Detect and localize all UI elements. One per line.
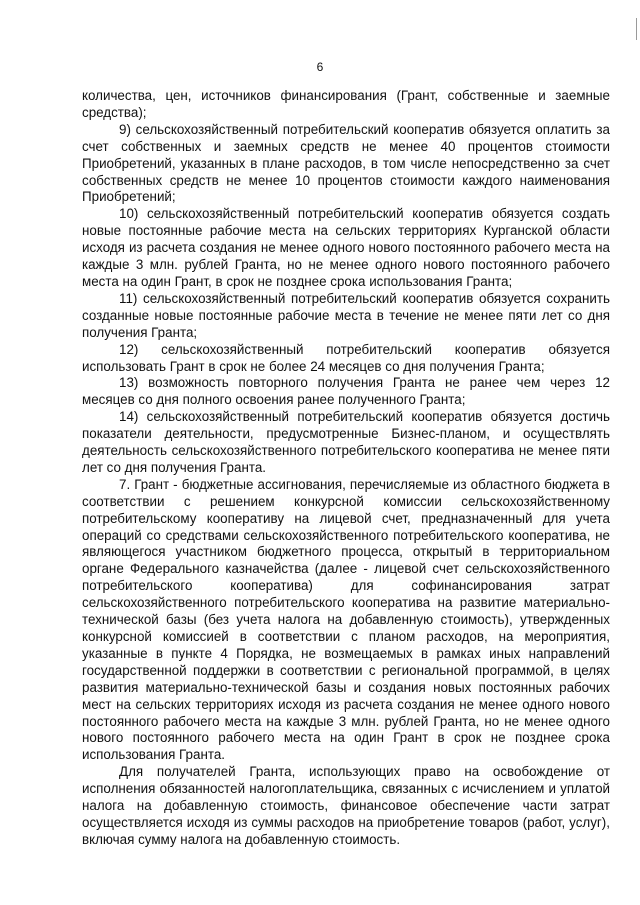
paragraph-item-9: 9) сельскохозяйственный потребительский кооператив обязуется оплатить за счет собственных и заемных средств не менее 40 процентов стоимости Приобретений, указанных в плане расходов, в том числе непосредственно за счет собственных средств не менее 10 процентов стоимости каждого наименования Приобретений; xyxy=(82,121,610,205)
paragraph-item-10: 10) сельскохозяйственный потребительский кооператив обязуется создать новые постоянные рабочие места на сельских территориях Курганской области исходя из расчета создания не менее одного нового постоянного рабочего места на каждые 3 млн. рублей Гранта, но не менее одного нового постоянного рабочего места на один Грант, в срок не позднее срока использования Гранта; xyxy=(82,206,610,289)
paragraph-item-11: 11) сельскохозяйственный потребительский кооператив обязуется сохранить созданные новые постоянные рабочие места в течение не менее пяти лет со дня получения Гранта; xyxy=(82,290,610,340)
document-body xyxy=(82,88,610,849)
paragraph-item-13: 13) возможность повторного получения Гранта не ранее чем через 12 месяцев со дня полного освоения ранее полученного Гранта; xyxy=(82,375,610,408)
paragraph-item-14: 14) сельскохозяйственный потребительский кооператив обязуется достичь показатели деятельности, предусмотренные Бизнес-планом, и осуществлять деятельность сельскохозяйственного потребительского кооператива не менее пяти лет со дня получения Гранта. xyxy=(82,409,610,475)
page-number: 6 xyxy=(316,60,324,74)
paragraph-vat-exemption: Для получателей Гранта, использующих право на освобождение от исполнения обязанностей налогоплательщика, связанных с исчислением и уплатой налога на добавленную стоимость, финансовое обеспечение части затрат осуществляется исходя из суммы расходов на приобретение товаров (работ, услуг), включая сумму налога на добавленную стоимость. xyxy=(82,764,610,847)
paragraph-section-7: 7. Грант - бюджетные ассигнования, перечисляемые из областного бюджета в соответствии с решением конкурсной комиссии сельскохозяйственному потребительскому кооперативу на лицевой счет, предназначенный для учета операций со средствами сельскохозяйственного потребительского кооператива, не являющегося участником бюджетного процесса, открытый в территориальном органе Федерального казначейства (далее - лицевой счет сельскохозяйственного потребительского кооператива) для софинансирования затрат сельскохозяйственного потребительского кооператива на развитие материально-технической базы (без учета налога на добавленную стоимость), утвержденных конкурсной комиссией в соответствии с планом расходов, на мероприятия, указанные в пункте 4 Порядка, не возмещаемых в рамках иных направлений государственной поддержки в соответствии с региональной программой, в целях развития материально-технической базы и создания новых постоянных рабочих мест на сельских территориях исходя из расчета создания не менее одного нового постоянного рабочего места на каждые 3 млн. рублей Гранта, но не менее одного нового постоянного рабочего места на один Грант в срок не позднее срока использования Гранта. xyxy=(82,476,610,763)
paragraph-item-12: 12) сельскохозяйственный потребительский кооператив обязуется использовать Грант в срок не более 24 месяцев со дня получения Гранта; xyxy=(82,341,610,374)
scan-edge-mark xyxy=(636,18,637,40)
paragraph-continuation: количества, цен, источников финансирования (Грант, собственные и заемные средства); xyxy=(82,88,610,120)
